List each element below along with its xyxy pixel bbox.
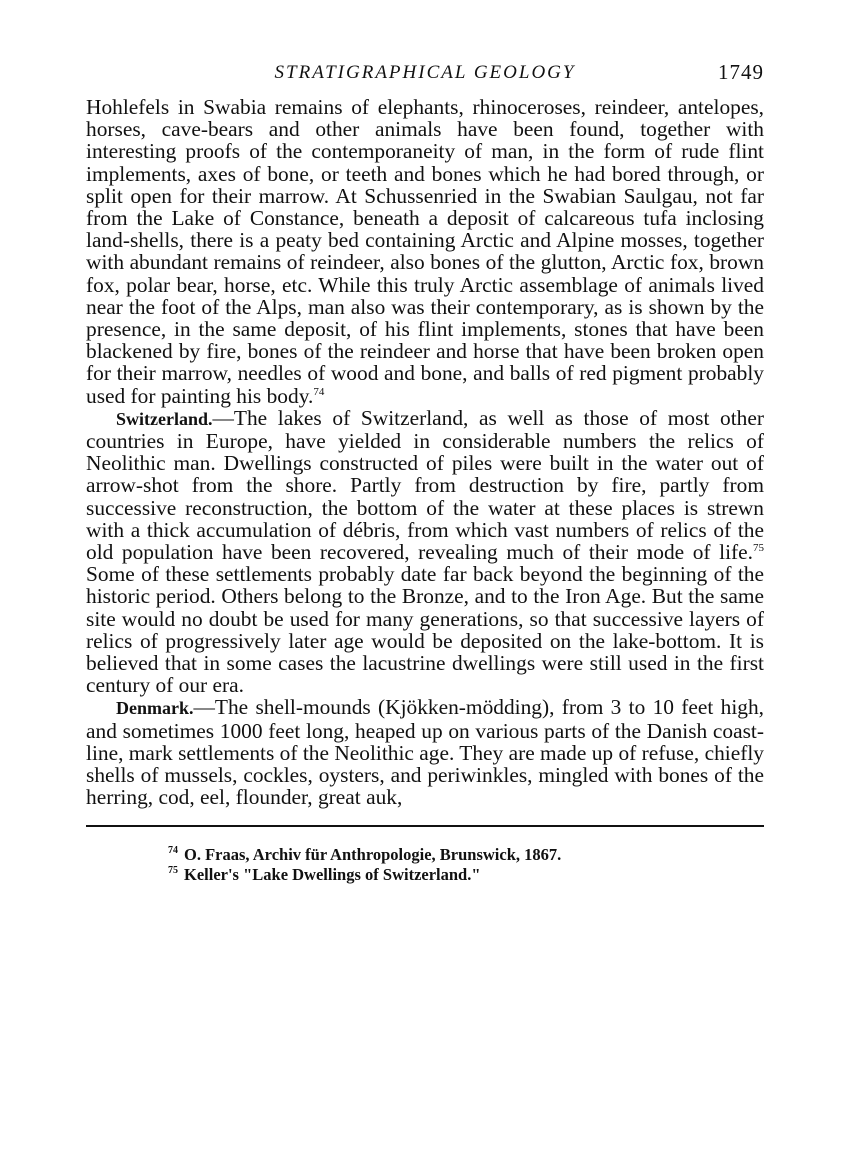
footnote-text: O. Fraas, Archiv für Anthropologie, Brunswick, 1867. bbox=[184, 844, 562, 864]
footnote-mark: 74 bbox=[168, 845, 178, 856]
footnote-text: Keller's "Lake Dwellings of Switzerland." bbox=[184, 864, 481, 884]
footnote-mark: 75 bbox=[168, 865, 178, 876]
footnotes bbox=[86, 845, 764, 885]
running-title: STRATIGRAPHICAL GEOLOGY bbox=[274, 62, 576, 83]
footnote-74 bbox=[168, 845, 764, 865]
paragraph-text: Some of these settlements probably date far back beyond the beginning of the historic period. Others belong to the Bronze, and to the Iron Age. But the same site would no doubt be used for many generations, so that successive layers of relics of progressively later age would be deposited on the lake-bottom. It is believed that in some cases the lacustrine dwellings were still used in the first century of our era. bbox=[86, 562, 764, 698]
paragraph-hohlefels bbox=[86, 96, 764, 407]
section-heading-switzerland: Switzerland. bbox=[116, 408, 213, 429]
footnote-divider bbox=[86, 825, 764, 827]
footnote-75 bbox=[168, 865, 764, 885]
paragraph-denmark bbox=[86, 696, 764, 808]
paragraph-text: Hohlefels in Swabia remains of elephants, rhinoceroses, reindeer, antelopes, horses, cave-bears and other animals have been found, together with interesting proofs of the contemporaneity of man, in the form of rude flint implements, axes of bone, or teeth and bones which he had bored through, or split open for their marrow. At Schussenried in the Swabian Saulgau, not far from the Lake of Constance, beneath a deposit of calcareous tufa inclosing land-shells, there is a peaty bed containing Arctic and Alpine mosses, together with abundant remains of reindeer, also bones of the glutton, Arctic fox, brown fox, polar bear, horse, etc. While this truly Arctic assemblage of animals lived near the foot of the Alps, man also was their contemporary, as is shown by the presence, in the same deposit, of his flint implements, stones that have been blackened by fire, bones of the reindeer and horse that have been broken open for their marrow, needles of wood and bone, and balls of red pigment probably used for painting his body. bbox=[86, 95, 764, 408]
footnote-ref-74: 74 bbox=[313, 385, 325, 398]
paragraph-switzerland bbox=[86, 407, 764, 697]
running-head bbox=[86, 58, 764, 86]
paragraph-text: —The lakes of Switzerland, as well as those of most other countries in Europe, have yielded in considerable numbers the relics of Neolithic man. Dwellings constructed of piles were built in the water out of arrow-shot from the shore. Partly from destruction by fire, partly from successive reconstruction, the bottom of the water at these places is strewn with a thick accumulation of débris, from which vast numbers of relics of the old population have been recovered, revealing much of their mode of life. bbox=[86, 405, 764, 565]
paragraph-text: —The shell-mounds (Kjökken-mödding), from 3 to 10 feet high, and sometimes 1000 feet long, heaped up on various parts of the Danish coast-line, mark settlements of the Neolithic age. They are made up of refuse, chiefly shells of mussels, cockles, oysters, and periwinkles, mingled with bones of the herring, cod, eel, flounder, great auk, bbox=[86, 695, 764, 810]
footnote-ref-75: 75 bbox=[753, 541, 764, 554]
section-heading-denmark: Denmark. bbox=[116, 698, 194, 719]
page-number: 1749 bbox=[718, 60, 764, 84]
book-page bbox=[86, 58, 764, 885]
